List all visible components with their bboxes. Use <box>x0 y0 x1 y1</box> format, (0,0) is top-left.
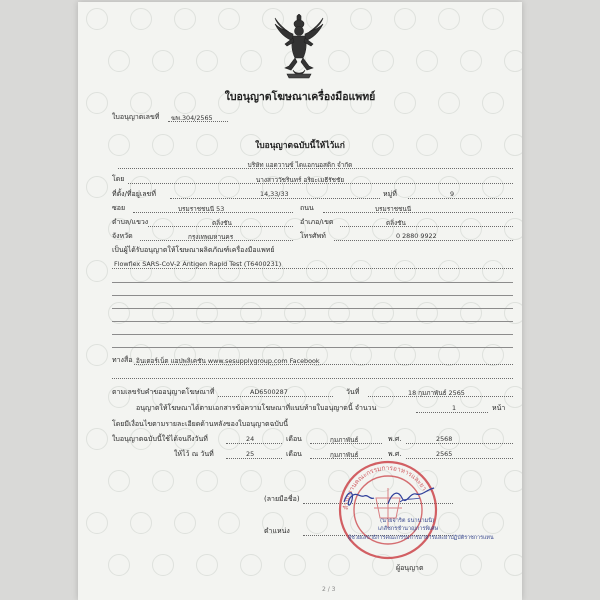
position-label: ตำแหน่ง <box>264 527 290 535</box>
watermark-mark <box>218 512 240 534</box>
watermark-mark <box>86 8 108 30</box>
watermark-mark <box>152 554 174 576</box>
stamp-outer-text: สำนักงานคณะกรรมการอาหารและยา <box>341 463 429 511</box>
watermark-mark <box>438 512 460 534</box>
issued-year-label: พ.ศ. <box>388 450 402 458</box>
approve-text: อนุญาตให้โฆษณาได้ตามเอกสารข้อความโฆษณาที่แนบท้ายใบอนุญาตนี้ จำนวน <box>136 404 377 412</box>
permission-text: เป็นผู้ได้รับอนุญาตให้โฆษณาผลิตภัณฑ์เครื่องมือแพทย์ <box>112 246 275 254</box>
watermark-mark <box>482 8 504 30</box>
request-number-label: ตามเลขรับคำขออนุญาตโฆษณาที่ <box>112 388 215 396</box>
phone-value: 0 2880 9922 <box>396 232 437 240</box>
watermark-mark <box>504 50 522 72</box>
moo-label: หมู่ที่ <box>383 190 397 198</box>
watermark-mark <box>328 50 350 72</box>
product-name: Flowflex SARS-CoV-2 Antigen Rapid Test (T6400231) <box>114 260 282 268</box>
road-value: บรมราชชนนี <box>375 205 412 213</box>
by-label: โดย <box>112 175 125 183</box>
watermark-mark <box>306 260 328 282</box>
watermark-mark <box>460 50 482 72</box>
watermark-mark <box>218 428 240 450</box>
watermark-mark <box>504 554 522 576</box>
garuda-emblem-icon <box>273 14 325 80</box>
watermark-mark <box>174 8 196 30</box>
page-number: 2 / 3 <box>322 586 336 593</box>
soi-label: ซอย <box>112 204 126 212</box>
watermark-mark <box>86 428 108 450</box>
watermark-mark <box>174 512 196 534</box>
watermark-mark <box>108 50 130 72</box>
province-value: กรุงเทพมหานคร <box>188 233 234 241</box>
watermark-mark <box>460 218 482 240</box>
watermark-mark <box>350 8 372 30</box>
conditions-text: โดยมีเงื่อนไขตามรายละเอียดด้านหลังของใบอนุญาตฉบับนี้ <box>112 420 289 428</box>
issued-year: 2565 <box>436 450 453 458</box>
watermark-mark <box>108 470 130 492</box>
issued-label: ให้ไว้ ณ วันที่ <box>174 450 214 458</box>
road-label: ถนน <box>300 204 314 212</box>
issued-month-label: เดือน <box>286 450 302 458</box>
watermark-mark <box>86 344 108 366</box>
soi-value: บรมราชชนนี 53 <box>178 205 225 213</box>
watermark-mark <box>240 554 262 576</box>
issued-day: 25 <box>246 450 255 458</box>
watermark-mark <box>504 386 522 408</box>
watermark-mark <box>240 218 262 240</box>
watermark-mark <box>504 218 522 240</box>
pages-count: 1 <box>452 404 457 412</box>
watermark-mark <box>394 8 416 30</box>
phone-label: โทรศัพท์ <box>300 232 326 240</box>
expiry-day: 24 <box>246 435 255 443</box>
subdistrict-value: ตลิ่งชัน <box>212 219 232 227</box>
issued-month: กุมภาพันธ์ <box>330 451 359 459</box>
watermark-mark <box>86 260 108 282</box>
media-value: อินเตอร์เน็ต แอปพลิเคชัน www.sesupplygroup.com Facebook <box>136 357 320 365</box>
signer-role: ผู้ช่วยเลขาธิการคณะกรรมการอาหารและยาปฏิบัติราชการแทน <box>348 535 494 541</box>
watermark-mark <box>130 8 152 30</box>
expiry-year-label: พ.ศ. <box>388 435 402 443</box>
watermark-mark <box>306 512 328 534</box>
handwritten-signature <box>340 484 440 512</box>
watermark-mark <box>394 260 416 282</box>
watermark-mark <box>152 218 174 240</box>
watermark-mark <box>196 50 218 72</box>
watermark-mark <box>460 554 482 576</box>
subdistrict-label: ตำบล/แขวง <box>112 218 149 226</box>
watermark-mark <box>438 8 460 30</box>
footer-issuer-label: ผู้อนุญาต <box>396 564 424 572</box>
address-value: 14,33/33 <box>260 190 289 198</box>
company-name: บริษัท แอดวานซ์ ไดแอกนอสติก จำกัด <box>247 161 353 169</box>
watermark-mark <box>306 428 328 450</box>
watermark-mark <box>416 50 438 72</box>
watermark-mark <box>240 50 262 72</box>
address-label: ที่ตั้ง/ที่อยู่เลขที่ <box>112 190 156 198</box>
watermark-mark <box>460 470 482 492</box>
media-label: ทางสื่อ <box>112 356 133 364</box>
watermark-mark <box>196 470 218 492</box>
signer-title: เภสัชกรชำนาญการพิเศษ <box>378 526 439 532</box>
request-date-value: 18 กุมภาพันธ์ 2565 <box>408 389 465 397</box>
expiry-label: ใบอนุญาตฉบับนี้ใช้ได้จนถึงวันที่ <box>112 435 208 443</box>
watermark-mark <box>504 470 522 492</box>
watermark-mark <box>284 554 306 576</box>
request-number-value: AD6500287 <box>250 388 288 396</box>
signature-label: (ลายมือชื่อ) <box>264 495 300 503</box>
document-title: ใบอนุญาตโฆษณาเครื่องมือแพทย์ <box>224 91 376 103</box>
watermark-mark <box>240 470 262 492</box>
expiry-year: 2568 <box>436 435 453 443</box>
watermark-mark <box>152 50 174 72</box>
expiry-month: กุมภาพันธ์ <box>330 436 359 444</box>
watermark-mark <box>482 428 504 450</box>
district-value: ตลิ่งชัน <box>386 219 406 227</box>
watermark-mark <box>218 8 240 30</box>
watermark-mark <box>262 428 284 450</box>
watermark-mark <box>482 512 504 534</box>
moo-value: 9 <box>450 190 455 198</box>
request-date-label: วันที่ <box>346 388 360 396</box>
license-document <box>78 2 522 600</box>
license-number-value: ฆพ.304/2565 <box>171 114 213 122</box>
watermark-mark <box>350 260 372 282</box>
watermark-mark <box>130 512 152 534</box>
watermark-mark <box>438 260 460 282</box>
representative-name: นางสาววัชรินทร์ อริยะเมธีรัชชัย <box>255 176 345 184</box>
watermark-mark <box>86 512 108 534</box>
watermark-mark <box>196 554 218 576</box>
watermark-mark <box>284 470 306 492</box>
district-label: อำเภอ/เขต <box>300 218 334 226</box>
license-heading: ใบอนุญาตฉบับนี้ให้ไว้แก่ <box>255 141 345 151</box>
watermark-mark <box>152 470 174 492</box>
expiry-month-label: เดือน <box>286 435 302 443</box>
watermark-mark <box>108 554 130 576</box>
license-number-label: ใบอนุญาตเลขที่ <box>112 113 160 121</box>
pages-unit: หน้า <box>492 404 506 412</box>
province-label: จังหวัด <box>112 232 133 240</box>
watermark-mark <box>372 50 394 72</box>
watermark-mark <box>482 260 504 282</box>
signer-name: (นายจาริต ธนานามนิ) <box>380 518 435 524</box>
